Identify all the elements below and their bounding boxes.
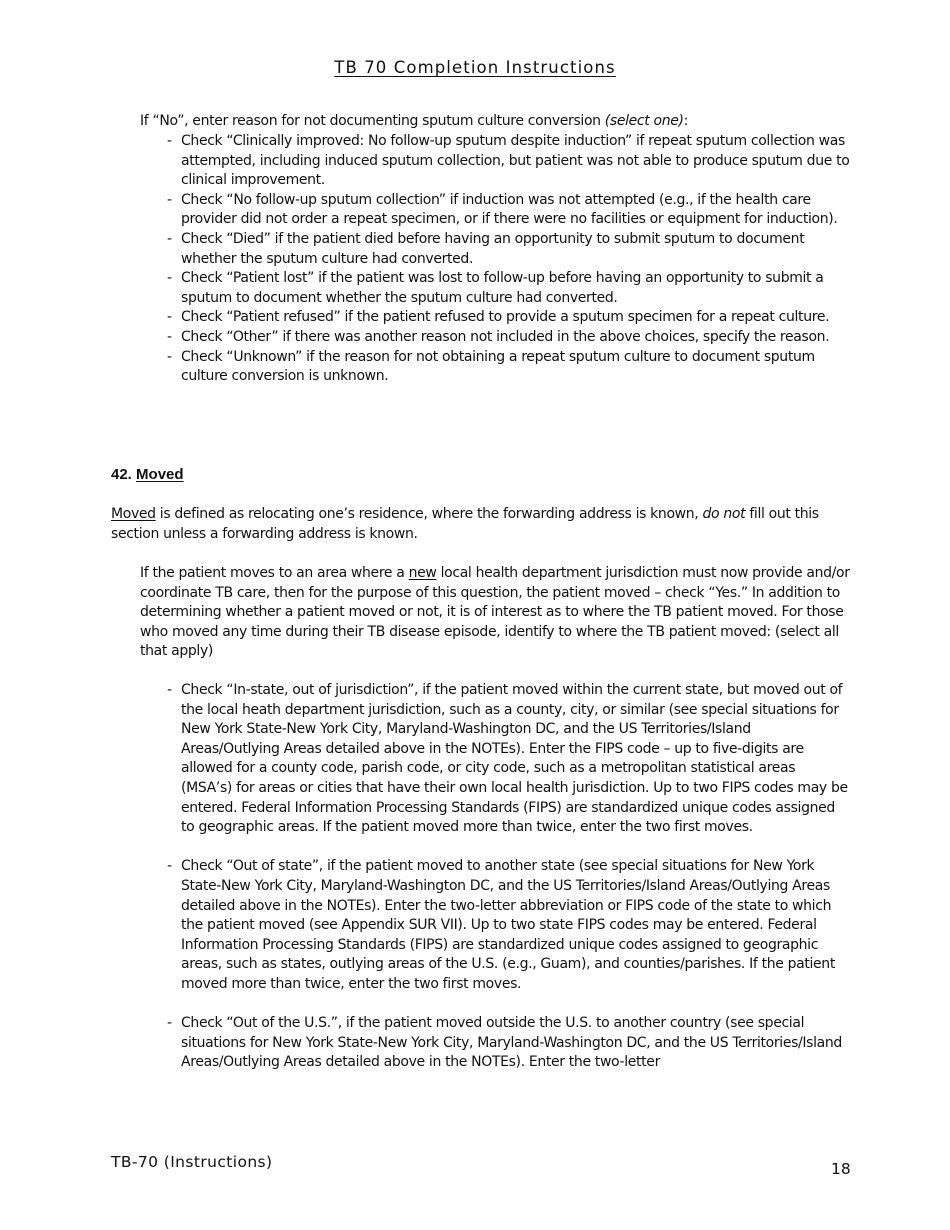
list-item (140, 681, 850, 838)
list-item (140, 191, 850, 230)
bullet-dash: - (167, 133, 172, 149)
move-option-text: Check “Out of state”, if the patient moved to another state (see special situations for New York State-New York City, Maryland-Washington DC, and the US Territories/Island Areas/Outlying Areas detailed above in the NOTEs). Enter the two-letter abbreviation or FIPS code of the state to which the patient moved (see Appendix SUR VII). Up to two state FIPS codes may be entered. Federal Information Processing Standards (FIPS) are standardized unique codes assigned to geographic areas, such as states, outlying areas of the U.S. (e.g., Guam), and counties/parishes. If the patient moved more than twice, enter the two first moves. (181, 858, 835, 992)
reason-text: Check “Other” if there was another reason not included in the above choices, specify the reason. (181, 328, 830, 345)
bullet-dash: - (167, 230, 172, 247)
definition-emphasis: do not (702, 506, 746, 522)
list-item (140, 132, 850, 191)
page-number: 18 (831, 1160, 851, 1178)
bullet-dash: - (167, 858, 172, 875)
reason-text: Check “No follow-up sputum collection” if induction was not attempted (e.g., if the health care provider did not order a repeat specimen, or if there were no facilities or equipment for induction). (181, 191, 838, 228)
page-title: TB 70 Completion Instructions (334, 58, 616, 77)
bullet-dash: - (167, 309, 172, 326)
list-item (140, 857, 850, 994)
move-option-text: Check “Out of the U.S.”, if the patient moved outside the U.S. to another country (see special situations for New York State-New York City, Maryland-Washington DC, and the US Territories/Island Areas/Outlying Areas detailed above in the NOTEs). Enter the two-letter (181, 1015, 842, 1071)
list-item (140, 348, 850, 387)
bullet-dash: - (167, 191, 172, 208)
bullet-dash: - (167, 270, 172, 287)
reason-text: Check “Died” if the patient died before having an opportunity to submit sputum to document whether the sputum culture had converted. (181, 230, 805, 267)
section-heading (111, 466, 184, 483)
reason-text: Check “Patient lost” if the patient was lost to follow-up before having an opportunity to submit a sputum to document whether the sputum culture had converted. (181, 270, 824, 306)
list-item (140, 230, 850, 269)
footer-form-label: TB-70 (Instructions) (111, 1153, 273, 1171)
bullet-dash: - (167, 348, 172, 365)
bullet-dash: - (167, 1015, 172, 1032)
definition-text-2: fill out this section unless a forwarding address is known. (111, 506, 819, 542)
definition-text-1: is defined as relocating one’s residence, where the forwarding address is known, (155, 506, 703, 522)
moves-text-1: If the patient moves to an area where a (140, 565, 409, 581)
moves-paragraph (140, 564, 850, 662)
moves-text-2: local health department jurisdiction must now provide and/or coordinate TB care, then for the purpose of this question, the patient moved – check “Yes.” In addition to determining whether a patient moved or not, it is of interest as to where the TB patient moved. For those who moved any time during their TB disease episode, identify to where the TB patient moved: (select all that apply) (140, 565, 850, 660)
reason-text: Check “Unknown” if the reason for not obtaining a repeat sputum culture to document sputum culture conversion is unknown. (181, 348, 815, 385)
bullet-dash: - (167, 328, 172, 345)
list-item (140, 328, 850, 348)
list-item (140, 308, 850, 328)
intro-line (140, 112, 850, 132)
definition-term: Moved (111, 506, 156, 522)
reason-text: Check “Patient refused” if the patient refused to provide a sputum specimen for a repeat culture. (181, 309, 830, 326)
moved-definition (111, 505, 841, 544)
moves-underline: new (408, 565, 437, 581)
intro-emphasis: (select one) (604, 113, 684, 129)
move-options-list (140, 681, 850, 1092)
list-item (140, 1014, 850, 1073)
list-item (140, 269, 850, 308)
bullet-dash: - (167, 682, 172, 698)
intro-text: If “No”, enter reason for not documenting sputum culture conversion (140, 113, 605, 129)
move-option-text: Check “In-state, out of jurisdiction”, if the patient moved within the current state, but moved out of the local heath department jurisdiction, such as a county, city, or similar (see special situations for New York State-New York City, Maryland-Washington DC, and the US Territories/Island Areas/Outlying Areas detailed above in the NOTEs). Enter the FIPS code – up to five-digits are allowed for a county code, parish code, or city code, such as a metropolitan statistical areas (MSA’s) for areas or cities that have their own local health jurisdiction. Up to two FIPS codes may be entered. Federal Information Processing Standards (FIPS) are standardized unique codes assigned to geographic areas. If the patient moved more than twice, enter the two first moves. (181, 682, 848, 836)
section-title: Moved (136, 466, 184, 483)
intro-suffix: : (683, 113, 688, 129)
section-number: 42. (111, 466, 132, 483)
reason-list (140, 132, 850, 387)
reason-text: Check “Clinically improved: No follow-up sputum despite induction” if repeat sputum collection was attempted, including induced sputum collection, but patient was not able to produce sputum due to clinical improvement. (181, 133, 850, 189)
